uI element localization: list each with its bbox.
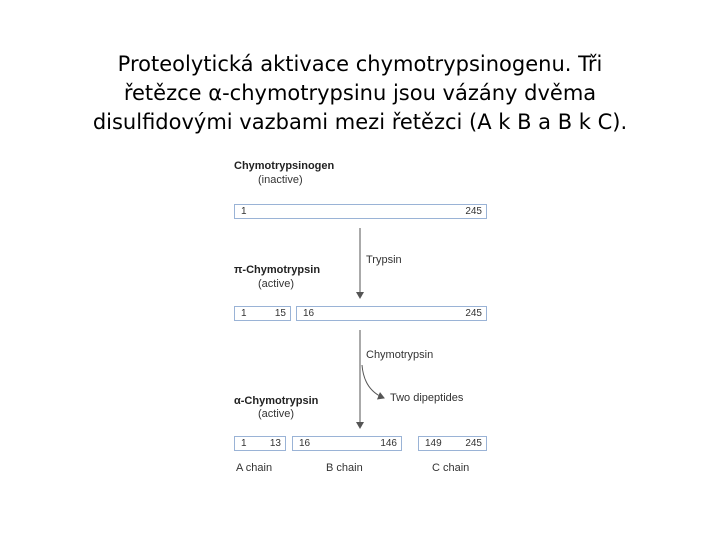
- chain-start: 1: [241, 206, 247, 217]
- alpha-chymotrypsin-state: (active): [258, 408, 295, 420]
- chain-a-label: A chain: [236, 462, 273, 474]
- chain-end: 13: [269, 438, 281, 449]
- pi-chymotrypsin-state: (active): [258, 278, 295, 290]
- chain-b-label: B chain: [326, 462, 363, 474]
- chain-end: 245: [465, 206, 482, 217]
- chain-end: 146: [380, 438, 397, 449]
- chain-end: 15: [274, 308, 286, 319]
- title-line-1: Proteolytická aktivace chymotrypsinogenu. Tři: [117, 52, 603, 76]
- chain-end: 245: [465, 438, 482, 449]
- chain-start: 1: [241, 308, 247, 319]
- chain-start: 16: [299, 438, 311, 449]
- dipeptide-release-arrow: [362, 365, 384, 398]
- chain-start: 149: [425, 438, 442, 449]
- chymotrypsinogen-name: Chymotrypsinogen: [234, 160, 335, 172]
- chymotrypsinogen-state: (inactive): [258, 174, 303, 186]
- chymotrypsin-label: Chymotrypsin: [366, 349, 434, 361]
- alpha-chymotrypsin-name: α-Chymotrypsin: [234, 395, 319, 407]
- title-line-2: řetězce α-chymotrypsinu jsou vázány dvěma: [123, 81, 597, 105]
- two-dipeptides-label: Two dipeptides: [390, 392, 464, 404]
- chain-c-label: C chain: [432, 462, 470, 474]
- chain-start: 16: [303, 308, 315, 319]
- pi-chymotrypsin-name: π-Chymotrypsin: [234, 264, 321, 276]
- chain-end: 245: [465, 308, 482, 319]
- trypsin-label: Trypsin: [366, 254, 402, 266]
- chain-start: 1: [241, 438, 247, 449]
- title-line-3: disulfidovými vazbami mezi řetězci (A k B a B k C).: [92, 110, 628, 134]
